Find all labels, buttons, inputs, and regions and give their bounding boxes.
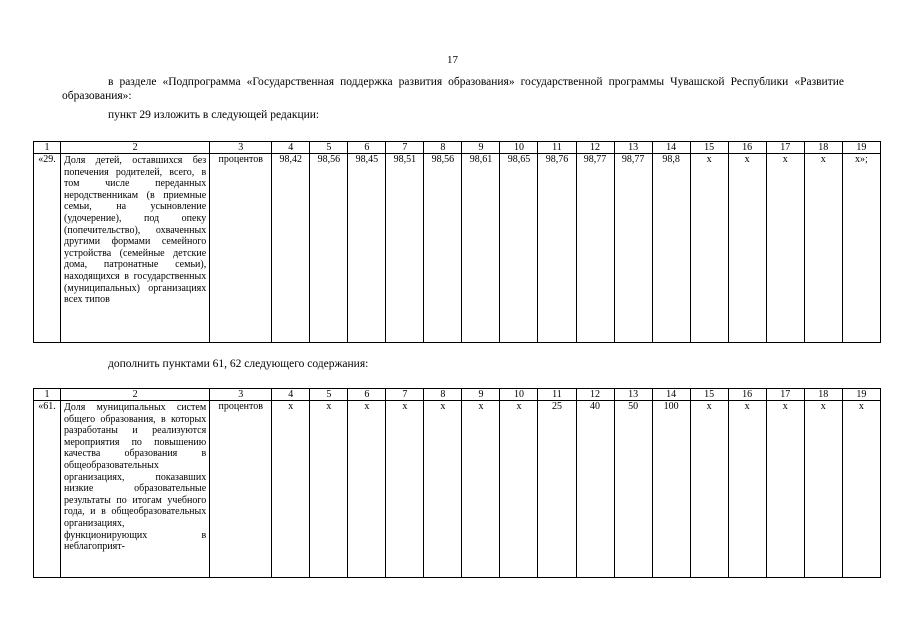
indicator-description: Доля детей, оставшихся без попечения родителей, всего, в том числе переданных неродственникам (в приемные семьи, на усыновление (удочерение), под опеку (попечительство), охваченных другими формами семейного устройства (семейные детские дома, патронатные семьи), находящихся в государственных (муниципальных) организациях всех типов (61, 154, 210, 343)
header-row (34, 142, 881, 154)
header-cell: 18 (804, 389, 842, 401)
value-cell: х (766, 154, 804, 343)
header-cell: 8 (424, 389, 462, 401)
page-number: 17 (447, 54, 458, 66)
value-cell: х»; (842, 154, 880, 343)
value-cell: 98,77 (576, 154, 614, 343)
header-cell: 14 (652, 142, 690, 154)
value-cell: 98,8 (652, 154, 690, 343)
header-cell: 7 (386, 142, 424, 154)
value-cell: 40 (576, 401, 614, 578)
header-cell: 19 (842, 389, 880, 401)
header-row (34, 389, 881, 401)
row-number: «29. (34, 154, 61, 343)
value-cell: 98,51 (386, 154, 424, 343)
header-cell: 12 (576, 389, 614, 401)
header-cell: 8 (424, 142, 462, 154)
header-cell: 3 (210, 142, 272, 154)
value-cell: х (804, 154, 842, 343)
header-cell: 17 (766, 142, 804, 154)
value-cell: х (310, 401, 348, 578)
header-cell: 9 (462, 142, 500, 154)
table-item-29 (33, 141, 881, 343)
header-cell: 19 (842, 142, 880, 154)
header-cell: 12 (576, 142, 614, 154)
value-cell: х (462, 401, 500, 578)
header-cell: 14 (652, 389, 690, 401)
value-cell: 25 (538, 401, 576, 578)
header-cell: 1 (34, 142, 61, 154)
header-cell: 7 (386, 389, 424, 401)
header-cell: 10 (500, 142, 538, 154)
value-cell: 100 (652, 401, 690, 578)
header-cell: 6 (348, 142, 386, 154)
header-cell: 1 (34, 389, 61, 401)
header-cell: 13 (614, 389, 652, 401)
header-cell: 3 (210, 389, 272, 401)
value-cell: х (386, 401, 424, 578)
value-cell: 98,77 (614, 154, 652, 343)
header-cell: 9 (462, 389, 500, 401)
header-cell: 5 (310, 389, 348, 401)
unit-cell: процентов (210, 154, 272, 343)
header-cell: 11 (538, 142, 576, 154)
value-cell: х (804, 401, 842, 578)
value-cell: 98,56 (310, 154, 348, 343)
value-cell: х (728, 401, 766, 578)
item-29-intro: пункт 29 изложить в следующей редакции: (108, 109, 320, 121)
table-item-61 (33, 388, 881, 578)
header-cell: 15 (690, 389, 728, 401)
header-cell: 15 (690, 142, 728, 154)
value-cell: 50 (614, 401, 652, 578)
header-cell: 4 (272, 142, 310, 154)
value-cell: х (424, 401, 462, 578)
value-cell: х (690, 154, 728, 343)
header-cell: 11 (538, 389, 576, 401)
header-cell: 18 (804, 142, 842, 154)
header-cell: 16 (728, 389, 766, 401)
value-cell: 98,61 (462, 154, 500, 343)
header-cell: 17 (766, 389, 804, 401)
table-row (34, 154, 881, 343)
header-cell: 13 (614, 142, 652, 154)
header-cell: 16 (728, 142, 766, 154)
header-cell: 5 (310, 142, 348, 154)
header-cell: 4 (272, 389, 310, 401)
value-cell: 98,42 (272, 154, 310, 343)
table-row (34, 401, 881, 578)
value-cell: 98,65 (500, 154, 538, 343)
value-cell: х (728, 154, 766, 343)
indicator-description: Доля муниципальных систем общего образования, в которых разработаны и реализуются мероприятия по повышению качества образования в общеобразовательных организациях, показавших низкие образовательные результаты по итогам учебного года, и в общеобразовательных организациях, функционирующих в неблагоприят- (61, 401, 210, 578)
value-cell: 98,45 (348, 154, 386, 343)
header-cell: 2 (61, 142, 210, 154)
value-cell: 98,56 (424, 154, 462, 343)
header-cell: 2 (61, 389, 210, 401)
value-cell: х (348, 401, 386, 578)
row-number: «61. (34, 401, 61, 578)
value-cell: х (500, 401, 538, 578)
header-cell: 10 (500, 389, 538, 401)
intro-paragraph: в разделе «Подпрограмма «Государственная поддержка развития образования» государственной программы Чувашской Республики «Развитие образования»: (62, 76, 844, 102)
header-cell: 6 (348, 389, 386, 401)
unit-cell: процентов (210, 401, 272, 578)
value-cell: 98,76 (538, 154, 576, 343)
value-cell: х (690, 401, 728, 578)
value-cell: х (842, 401, 880, 578)
add-items-intro: дополнить пунктами 61, 62 следующего содержания: (108, 358, 369, 370)
value-cell: х (272, 401, 310, 578)
value-cell: х (766, 401, 804, 578)
